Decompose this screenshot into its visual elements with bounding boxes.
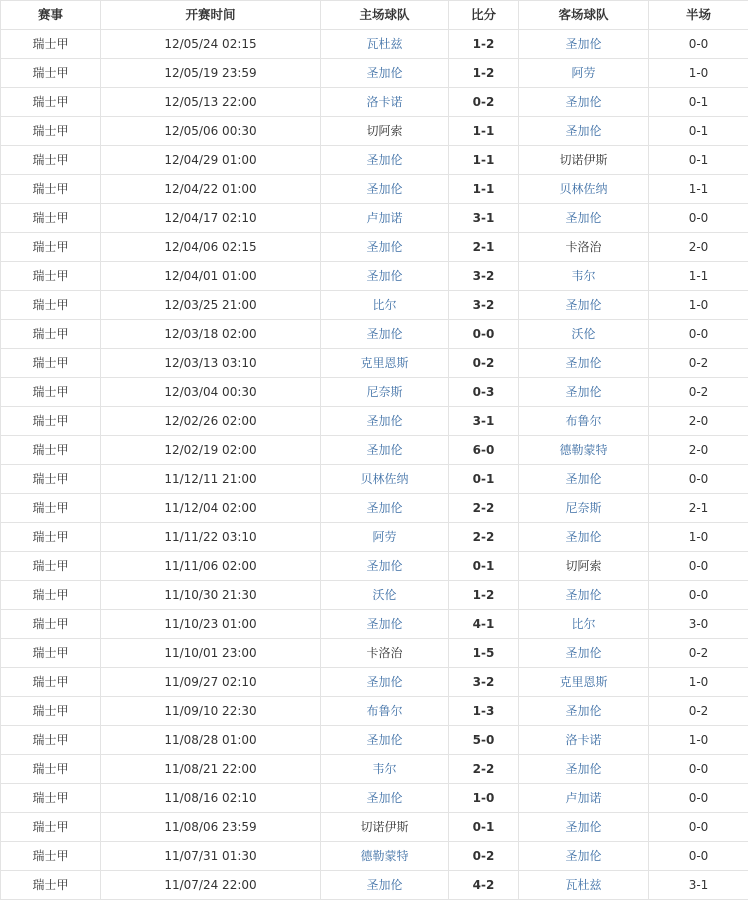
away-team-cell[interactable]: 圣加伦	[519, 639, 649, 668]
away-team-cell: 切诺伊斯	[519, 146, 649, 175]
score-cell: 0-2	[449, 349, 519, 378]
halftime-score-cell: 0-1	[649, 146, 748, 175]
score-cell: 3-2	[449, 262, 519, 291]
column-header-kickoff-time: 开赛时间	[101, 1, 321, 30]
kickoff-time-cell: 12/04/17 02:10	[101, 204, 321, 233]
home-team-cell[interactable]: 沃伦	[321, 581, 449, 610]
away-team-cell[interactable]: 圣加伦	[519, 291, 649, 320]
home-team-cell[interactable]: 洛卡诺	[321, 88, 449, 117]
home-team-cell[interactable]: 圣加伦	[321, 784, 449, 813]
away-team-cell[interactable]: 比尔	[519, 610, 649, 639]
league-cell: 瑞士甲	[1, 59, 101, 88]
home-team-cell[interactable]: 圣加伦	[321, 320, 449, 349]
kickoff-time-cell: 12/04/06 02:15	[101, 233, 321, 262]
table-row	[1, 378, 748, 407]
league-cell: 瑞士甲	[1, 88, 101, 117]
table-row	[1, 871, 748, 900]
halftime-score-cell: 1-0	[649, 726, 748, 755]
table-row	[1, 813, 748, 842]
kickoff-time-cell: 12/04/01 01:00	[101, 262, 321, 291]
home-team-cell[interactable]: 圣加伦	[321, 175, 449, 204]
kickoff-time-cell: 11/08/16 02:10	[101, 784, 321, 813]
away-team-cell[interactable]: 圣加伦	[519, 523, 649, 552]
home-team-cell[interactable]: 阿劳	[321, 523, 449, 552]
home-team-cell[interactable]: 圣加伦	[321, 436, 449, 465]
halftime-score-cell: 0-0	[649, 813, 748, 842]
halftime-score-cell: 0-2	[649, 349, 748, 378]
table-row	[1, 755, 748, 784]
column-header-halftime: 半场	[649, 1, 748, 30]
away-team-cell: 切阿索	[519, 552, 649, 581]
home-team-cell[interactable]: 圣加伦	[321, 146, 449, 175]
kickoff-time-cell: 12/02/19 02:00	[101, 436, 321, 465]
score-cell: 2-1	[449, 233, 519, 262]
table-row	[1, 30, 748, 59]
kickoff-time-cell: 12/05/06 00:30	[101, 117, 321, 146]
table-body	[1, 30, 748, 900]
kickoff-time-cell: 11/09/27 02:10	[101, 668, 321, 697]
league-cell: 瑞士甲	[1, 668, 101, 697]
away-team-cell[interactable]: 圣加伦	[519, 697, 649, 726]
kickoff-time-cell: 11/12/11 21:00	[101, 465, 321, 494]
league-cell: 瑞士甲	[1, 784, 101, 813]
score-cell: 0-2	[449, 842, 519, 871]
kickoff-time-cell: 12/05/13 22:00	[101, 88, 321, 117]
home-team-cell[interactable]: 圣加伦	[321, 871, 449, 900]
table-row	[1, 842, 748, 871]
league-cell: 瑞士甲	[1, 291, 101, 320]
away-team-cell[interactable]: 圣加伦	[519, 30, 649, 59]
table-row	[1, 610, 748, 639]
league-cell: 瑞士甲	[1, 146, 101, 175]
home-team-cell[interactable]: 圣加伦	[321, 407, 449, 436]
league-cell: 瑞士甲	[1, 175, 101, 204]
score-cell: 1-1	[449, 175, 519, 204]
kickoff-time-cell: 11/10/23 01:00	[101, 610, 321, 639]
home-team-cell[interactable]: 瓦杜兹	[321, 30, 449, 59]
away-team-cell[interactable]: 贝林佐纳	[519, 175, 649, 204]
halftime-score-cell: 0-0	[649, 465, 748, 494]
away-team-cell[interactable]: 韦尔	[519, 262, 649, 291]
score-cell: 1-1	[449, 146, 519, 175]
score-cell: 1-2	[449, 59, 519, 88]
score-cell: 1-2	[449, 30, 519, 59]
league-cell: 瑞士甲	[1, 30, 101, 59]
league-cell: 瑞士甲	[1, 407, 101, 436]
kickoff-time-cell: 11/11/06 02:00	[101, 552, 321, 581]
league-cell: 瑞士甲	[1, 233, 101, 262]
score-cell: 2-2	[449, 755, 519, 784]
table-row	[1, 697, 748, 726]
score-cell: 0-3	[449, 378, 519, 407]
table-row	[1, 668, 748, 697]
table-row	[1, 146, 748, 175]
halftime-score-cell: 2-0	[649, 233, 748, 262]
home-team-cell[interactable]: 圣加伦	[321, 59, 449, 88]
halftime-score-cell: 0-2	[649, 639, 748, 668]
league-cell: 瑞士甲	[1, 523, 101, 552]
home-team-cell: 切诺伊斯	[321, 813, 449, 842]
score-cell: 3-2	[449, 291, 519, 320]
league-cell: 瑞士甲	[1, 697, 101, 726]
score-cell: 0-0	[449, 320, 519, 349]
home-team-cell[interactable]: 贝林佐纳	[321, 465, 449, 494]
away-team-cell[interactable]: 布鲁尔	[519, 407, 649, 436]
league-cell: 瑞士甲	[1, 610, 101, 639]
league-cell: 瑞士甲	[1, 639, 101, 668]
league-cell: 瑞士甲	[1, 755, 101, 784]
halftime-score-cell: 0-0	[649, 320, 748, 349]
kickoff-time-cell: 12/04/29 01:00	[101, 146, 321, 175]
league-cell: 瑞士甲	[1, 871, 101, 900]
score-cell: 1-0	[449, 784, 519, 813]
kickoff-time-cell: 11/09/10 22:30	[101, 697, 321, 726]
kickoff-time-cell: 11/08/28 01:00	[101, 726, 321, 755]
home-team-cell[interactable]: 尼奈斯	[321, 378, 449, 407]
kickoff-time-cell: 11/10/01 23:00	[101, 639, 321, 668]
home-team-cell[interactable]: 圣加伦	[321, 552, 449, 581]
away-team-cell[interactable]: 圣加伦	[519, 465, 649, 494]
league-cell: 瑞士甲	[1, 494, 101, 523]
kickoff-time-cell: 12/04/22 01:00	[101, 175, 321, 204]
table-row	[1, 726, 748, 755]
away-team-cell[interactable]: 圣加伦	[519, 581, 649, 610]
halftime-score-cell: 1-0	[649, 59, 748, 88]
away-team-cell: 卡洛治	[519, 233, 649, 262]
table-header	[1, 1, 748, 30]
table-row	[1, 88, 748, 117]
halftime-score-cell: 0-0	[649, 552, 748, 581]
home-team-cell[interactable]: 克里恩斯	[321, 349, 449, 378]
away-team-cell[interactable]: 圣加伦	[519, 813, 649, 842]
away-team-cell[interactable]: 圣加伦	[519, 117, 649, 146]
halftime-score-cell: 1-0	[649, 523, 748, 552]
halftime-score-cell: 2-0	[649, 407, 748, 436]
score-cell: 0-1	[449, 552, 519, 581]
column-header-league: 赛事	[1, 1, 101, 30]
score-cell: 3-2	[449, 668, 519, 697]
halftime-score-cell: 0-2	[649, 697, 748, 726]
table-row	[1, 175, 748, 204]
halftime-score-cell: 0-1	[649, 117, 748, 146]
home-team-cell[interactable]: 卢加诺	[321, 204, 449, 233]
score-cell: 4-2	[449, 871, 519, 900]
away-team-cell[interactable]: 阿劳	[519, 59, 649, 88]
score-cell: 6-0	[449, 436, 519, 465]
table-row	[1, 233, 748, 262]
away-team-cell[interactable]: 圣加伦	[519, 349, 649, 378]
kickoff-time-cell: 11/07/31 01:30	[101, 842, 321, 871]
kickoff-time-cell: 12/03/04 00:30	[101, 378, 321, 407]
score-cell: 3-1	[449, 204, 519, 233]
home-team-cell[interactable]: 比尔	[321, 291, 449, 320]
away-team-cell[interactable]: 德勒蒙特	[519, 436, 649, 465]
score-cell: 0-2	[449, 88, 519, 117]
halftime-score-cell: 0-0	[649, 755, 748, 784]
halftime-score-cell: 0-0	[649, 30, 748, 59]
table-row	[1, 349, 748, 378]
halftime-score-cell: 1-1	[649, 175, 748, 204]
kickoff-time-cell: 12/03/18 02:00	[101, 320, 321, 349]
table-row	[1, 639, 748, 668]
kickoff-time-cell: 11/07/24 22:00	[101, 871, 321, 900]
table-row	[1, 523, 748, 552]
home-team-cell[interactable]: 韦尔	[321, 755, 449, 784]
kickoff-time-cell: 12/05/19 23:59	[101, 59, 321, 88]
league-cell: 瑞士甲	[1, 552, 101, 581]
kickoff-time-cell: 11/08/06 23:59	[101, 813, 321, 842]
halftime-score-cell: 3-0	[649, 610, 748, 639]
kickoff-time-cell: 11/10/30 21:30	[101, 581, 321, 610]
halftime-score-cell: 0-0	[649, 581, 748, 610]
score-cell: 3-1	[449, 407, 519, 436]
league-cell: 瑞士甲	[1, 262, 101, 291]
halftime-score-cell: 2-1	[649, 494, 748, 523]
home-team-cell[interactable]: 圣加伦	[321, 262, 449, 291]
table-row	[1, 204, 748, 233]
column-header-score: 比分	[449, 1, 519, 30]
home-team-cell[interactable]: 圣加伦	[321, 494, 449, 523]
home-team-cell[interactable]: 圣加伦	[321, 233, 449, 262]
halftime-score-cell: 3-1	[649, 871, 748, 900]
score-cell: 4-1	[449, 610, 519, 639]
table-row	[1, 262, 748, 291]
home-team-cell[interactable]: 圣加伦	[321, 726, 449, 755]
away-team-cell[interactable]: 圣加伦	[519, 755, 649, 784]
home-team-cell: 切阿索	[321, 117, 449, 146]
kickoff-time-cell: 11/11/22 03:10	[101, 523, 321, 552]
kickoff-time-cell: 12/03/13 03:10	[101, 349, 321, 378]
home-team-cell[interactable]: 圣加伦	[321, 610, 449, 639]
table-row	[1, 581, 748, 610]
away-team-cell[interactable]: 圣加伦	[519, 842, 649, 871]
away-team-cell[interactable]: 圣加伦	[519, 88, 649, 117]
table-row	[1, 320, 748, 349]
league-cell: 瑞士甲	[1, 465, 101, 494]
kickoff-time-cell: 11/12/04 02:00	[101, 494, 321, 523]
halftime-score-cell: 0-0	[649, 842, 748, 871]
score-cell: 0-1	[449, 813, 519, 842]
league-cell: 瑞士甲	[1, 349, 101, 378]
table-row	[1, 407, 748, 436]
league-cell: 瑞士甲	[1, 204, 101, 233]
column-header-home-team: 主场球队	[321, 1, 449, 30]
league-cell: 瑞士甲	[1, 581, 101, 610]
league-cell: 瑞士甲	[1, 320, 101, 349]
table-row	[1, 552, 748, 581]
table-row	[1, 784, 748, 813]
column-header-away-team: 客场球队	[519, 1, 649, 30]
kickoff-time-cell: 11/08/21 22:00	[101, 755, 321, 784]
away-team-cell[interactable]: 卢加诺	[519, 784, 649, 813]
away-team-cell[interactable]: 圣加伦	[519, 204, 649, 233]
halftime-score-cell: 0-1	[649, 88, 748, 117]
score-cell: 2-2	[449, 494, 519, 523]
home-team-cell[interactable]: 德勒蒙特	[321, 842, 449, 871]
halftime-score-cell: 0-0	[649, 784, 748, 813]
league-cell: 瑞士甲	[1, 436, 101, 465]
home-team-cell: 卡洛治	[321, 639, 449, 668]
table-row	[1, 291, 748, 320]
home-team-cell[interactable]: 圣加伦	[321, 668, 449, 697]
table-row	[1, 494, 748, 523]
score-cell: 1-5	[449, 639, 519, 668]
league-cell: 瑞士甲	[1, 378, 101, 407]
league-cell: 瑞士甲	[1, 726, 101, 755]
kickoff-time-cell: 12/05/24 02:15	[101, 30, 321, 59]
halftime-score-cell: 0-2	[649, 378, 748, 407]
kickoff-time-cell: 12/02/26 02:00	[101, 407, 321, 436]
score-cell: 0-1	[449, 465, 519, 494]
table-row	[1, 465, 748, 494]
league-cell: 瑞士甲	[1, 117, 101, 146]
score-cell: 2-2	[449, 523, 519, 552]
league-cell: 瑞士甲	[1, 813, 101, 842]
table-row	[1, 117, 748, 146]
kickoff-time-cell: 12/03/25 21:00	[101, 291, 321, 320]
score-cell: 1-1	[449, 117, 519, 146]
table-row	[1, 59, 748, 88]
halftime-score-cell: 1-0	[649, 291, 748, 320]
home-team-cell[interactable]: 布鲁尔	[321, 697, 449, 726]
away-team-cell[interactable]: 瓦杜兹	[519, 871, 649, 900]
away-team-cell[interactable]: 克里恩斯	[519, 668, 649, 697]
halftime-score-cell: 2-0	[649, 436, 748, 465]
league-cell: 瑞士甲	[1, 842, 101, 871]
halftime-score-cell: 1-1	[649, 262, 748, 291]
away-team-cell[interactable]: 圣加伦	[519, 378, 649, 407]
score-cell: 1-3	[449, 697, 519, 726]
halftime-score-cell: 0-0	[649, 204, 748, 233]
score-cell: 5-0	[449, 726, 519, 755]
score-cell: 1-2	[449, 581, 519, 610]
away-team-cell[interactable]: 洛卡诺	[519, 726, 649, 755]
halftime-score-cell: 1-0	[649, 668, 748, 697]
table-header-row	[1, 1, 748, 30]
table-row	[1, 436, 748, 465]
away-team-cell[interactable]: 沃伦	[519, 320, 649, 349]
away-team-cell[interactable]: 尼奈斯	[519, 494, 649, 523]
